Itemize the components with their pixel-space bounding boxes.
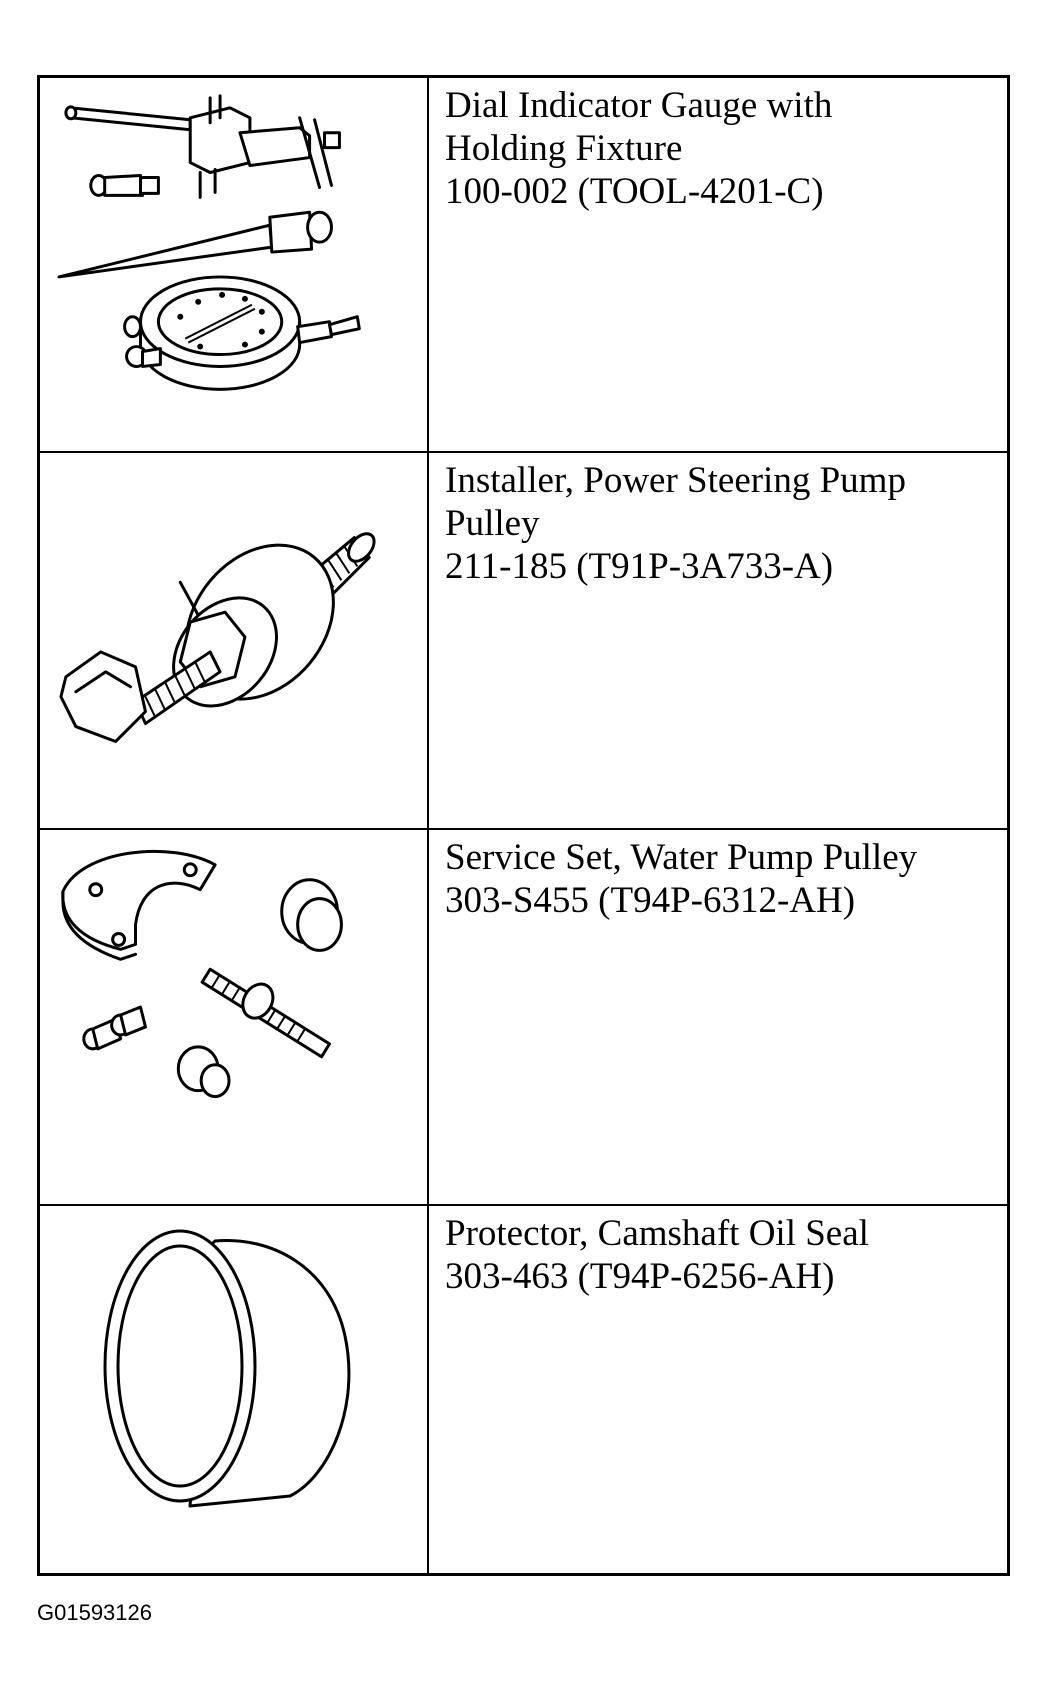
tool-name-line: Pulley <box>445 503 540 544</box>
camshaft-oil-seal-protector-icon <box>40 1206 427 1573</box>
water-pump-pulley-service-set-icon <box>40 830 427 1204</box>
tool-name-line: Dial Indicator Gauge with <box>445 85 833 126</box>
tool-name-line: Protector, Camshaft Oil Seal <box>445 1213 869 1254</box>
tool-number: 100-002 (TOOL-4201-C) <box>445 171 824 212</box>
tool-image-cell <box>40 830 429 1204</box>
tool-description <box>429 78 1007 451</box>
tool-image-cell <box>40 453 429 828</box>
tool-table <box>37 75 1010 1576</box>
tool-name-line: Service Set, Water Pump Pulley <box>445 837 918 878</box>
tool-image-cell <box>40 78 429 451</box>
tool-description <box>429 830 1007 1204</box>
tool-number: 211-185 (T91P-3A733-A) <box>445 546 834 587</box>
tool-number: 303-S455 (T94P-6312-AH) <box>445 880 856 921</box>
pulley-installer-icon <box>40 453 427 828</box>
dial-indicator-gauge-icon <box>40 78 427 451</box>
tool-name-line: Installer, Power Steering Pump <box>445 460 906 501</box>
tool-row <box>40 1206 1007 1573</box>
tool-row <box>40 453 1007 830</box>
figure-id: G01593126 <box>37 1600 152 1625</box>
tool-description <box>429 1206 1007 1573</box>
tool-row <box>40 830 1007 1206</box>
tool-image-cell <box>40 1206 429 1573</box>
tool-number: 303-463 (T94P-6256-AH) <box>445 1256 835 1297</box>
tool-description <box>429 453 1007 828</box>
tool-name-line: Holding Fixture <box>445 128 683 169</box>
tool-row <box>40 78 1007 453</box>
